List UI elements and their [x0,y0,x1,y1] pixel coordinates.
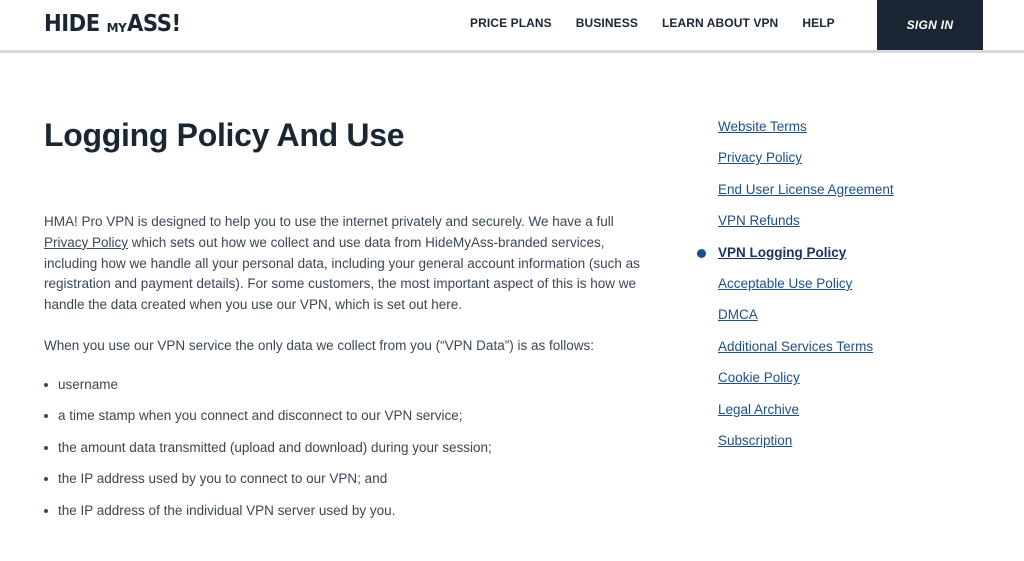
list-item [44,438,656,470]
sidebar-item-website-terms[interactable]: Website Terms [718,119,807,134]
sidebar-item-privacy-policy[interactable]: Privacy Policy [718,150,803,166]
logo-text-my: MY [106,21,127,35]
legal-sidebar [718,117,978,462]
list-item-text: the IP address used by you to connect to our VPN; and [58,471,388,487]
list-item [44,375,656,407]
nav-help[interactable]: HELP [802,16,835,30]
nav-price-plans[interactable]: PRICE PLANS [470,16,552,30]
list-item [44,501,656,533]
intro-text-end: which sets out how we collect and use data from HideMyAss-branded services, including how we handle all your personal data, including your general account information (such as registration and payment details). For some customers, the most important aspect of this is how we handle the data created when you use our VPN, which is set out here. [44,234,640,313]
sidebar-item-cookie-policy[interactable]: Cookie Policy [718,370,800,386]
list-item-text: username [58,376,119,392]
list-item [44,469,656,501]
bullet-icon [44,414,48,418]
vpn-data-list [44,375,656,533]
logo-text-hide: HIDE [44,11,100,37]
intro-paragraph [44,212,656,316]
list-item-text: a time stamp when you connect and disconnect to our VPN service; [58,408,463,424]
sidebar-item-additional-services-terms[interactable]: Additional Services Terms [718,338,874,354]
sign-in-button[interactable]: SIGN IN [877,0,983,50]
main-content [44,110,656,532]
bullet-icon [44,477,48,481]
sidebar-item-subscription[interactable]: Subscription [718,432,793,448]
list-item-text: the IP address of the individual VPN server used by you. [58,502,396,518]
vpn-data-paragraph: When you use our VPN service the only data we collect from you (“VPN Data”) is as follows: [44,337,594,353]
bullet-icon [44,509,48,513]
nav-learn-about-vpn[interactable]: LEARN ABOUT VPN [661,16,779,30]
intro-text-start: HMA! Pro VPN is designed to help you to use the internet privately and securely. We have a full [44,214,614,229]
site-header [0,0,1024,53]
bullet-icon [44,383,48,387]
active-indicator-icon [697,249,706,258]
nav-business[interactable]: BUSINESS [575,16,638,30]
bullet-icon [44,446,48,450]
hidemyass-logo[interactable] [44,10,186,38]
sidebar-item-dmca[interactable]: DMCA [718,307,758,323]
sidebar-item-vpn-refunds[interactable]: VPN Refunds [718,213,800,229]
sidebar-item-legal-archive[interactable]: Legal Archive [718,401,800,417]
sidebar-item-acceptable-use-policy[interactable]: Acceptable Use Policy [718,275,853,291]
sidebar-item-label: VPN Logging Policy [718,244,847,260]
main-nav [470,0,835,46]
list-item [44,406,656,438]
page-title: Logging Policy And Use [44,117,405,153]
list-item-text: the amount data transmitted (upload and download) during your session; [58,439,492,455]
privacy-policy-link[interactable]: Privacy Policy [44,234,129,250]
logo-text-ass: ASS! [127,11,181,37]
sidebar-item-eula[interactable]: End User License Agreement [718,181,894,197]
sidebar-item-vpn-logging-policy[interactable] [718,243,978,274]
